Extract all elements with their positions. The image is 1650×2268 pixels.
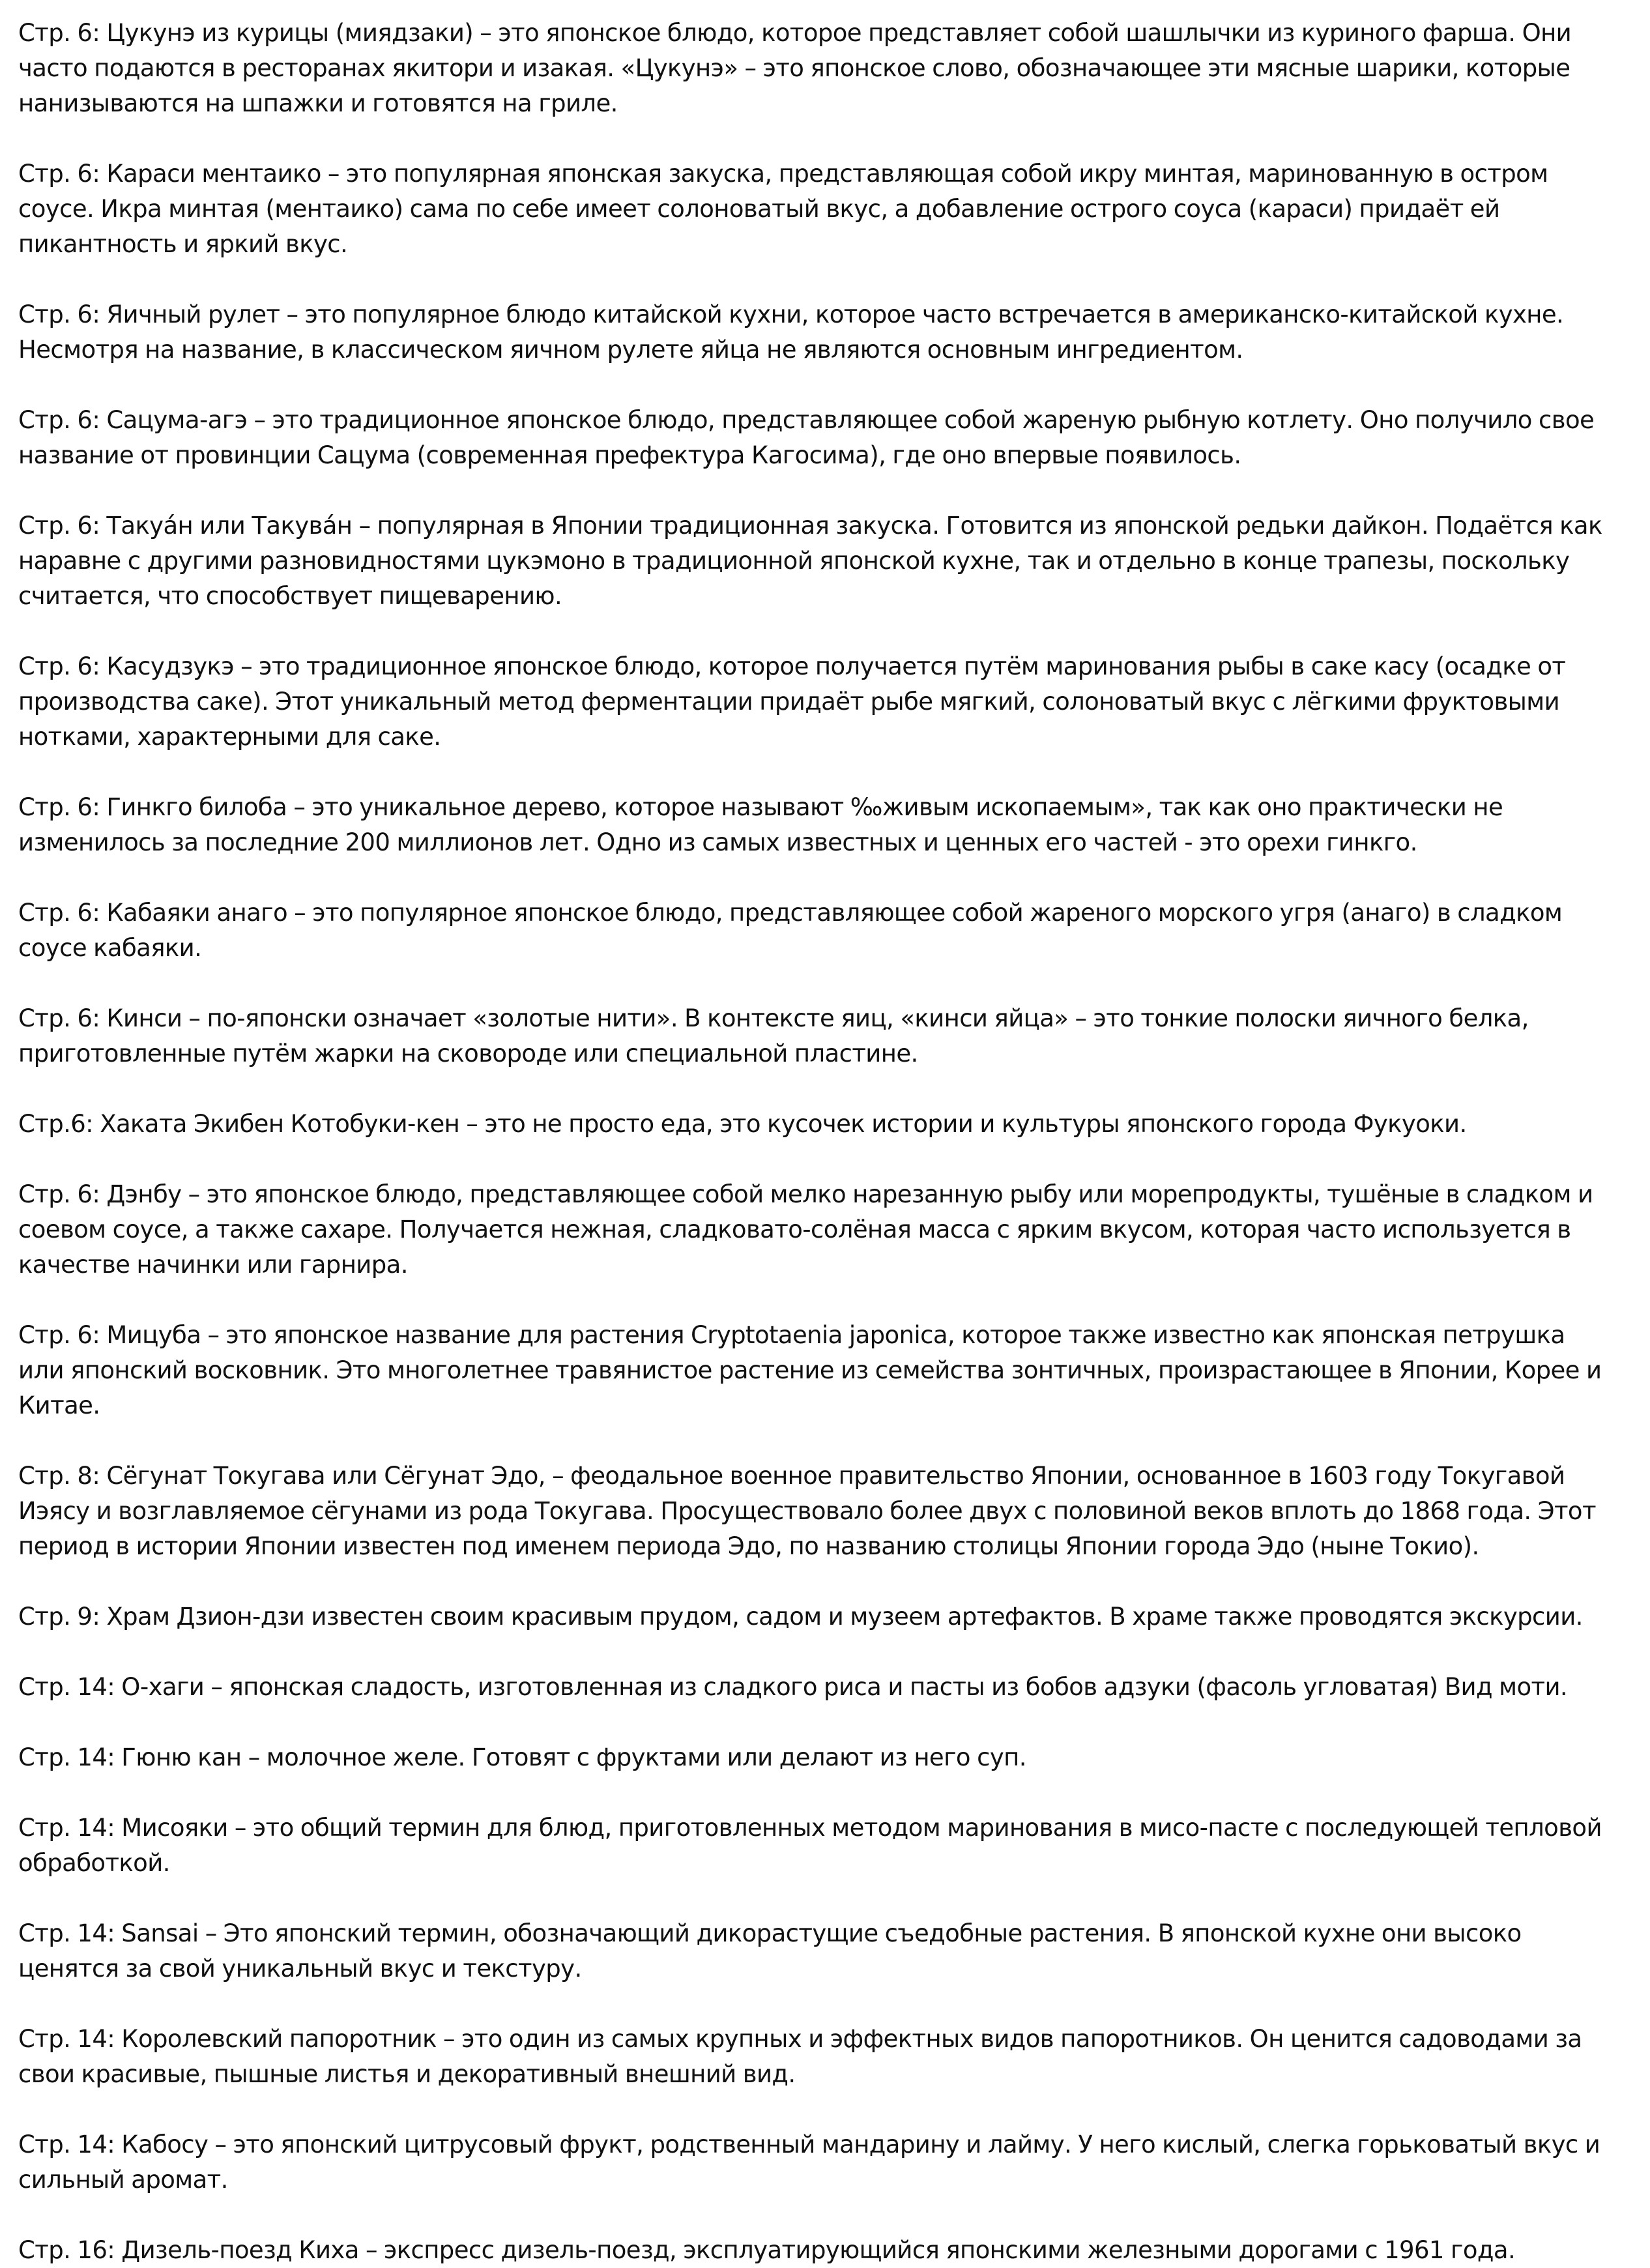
note-entry: Стр. 6: Яичный рулет – это популярное блюдо китайской кухни, которое часто встречается в американско-китайской кухне. Несмотря на название, в классическом яичном рулете яйца не являются основным ингредиентом. [18, 300, 1564, 364]
note-entry: Стр. 16: Дизель-поезд Киха – экспресс дизель-поезд, эксплуатирующийся японскими железными дорогами с 1961 года. [18, 2236, 1516, 2264]
note-entry: Стр. 8: Сёгунат Токугава или Сёгунат Эдо, – феодальное военное правительство Японии, основанное в 1603 году Токугавой Иэясу и возглавляемое сёгунами из рода Токугава. Просуществовало более двух с половиной веков вплоть до 1868 года. Этот период в истории Японии известен под именем периода Эдо, по названию столицы Японии города Эдо (ныне Токио). [18, 1462, 1596, 1560]
note-entry: Стр. 6: Кабаяки анаго – это популярное японское блюдо, представляющее собой жареного морского угря (анаго) в сладком соусе кабаяки. [18, 899, 1563, 962]
note-entry: Стр.6: Хаката Экибен Котобуки-кен – это не просто еда, это кусочек истории и культуры японского города Фукуоки. [18, 1110, 1467, 1138]
note-entry: Стр. 9: Храм Дзион-дзи известен своим красивым прудом, садом и музеем артефактов. В храме также проводятся экскурсии. [18, 1603, 1583, 1631]
notes-document [18, 16, 1608, 2268]
note-entry: Стр. 6: Дэнбу – это японское блюдо, представляющее собой мелко нарезанную рыбу или морепродукты, тушёные в сладком и соевом соусе, а также сахаре. Получается нежная, сладковато-солёная масса с ярким вкусом, которая часто используется в качестве начинки или гарнира. [18, 1180, 1593, 1279]
note-entry: Стр. 6: Цукунэ из курицы (миядзаки) – это японское блюдо, которое представляет собой шашлычки из куриного фарша. Они часто подаются в ресторанах якитори и изакая. «Цукунэ» – это японское слово, обозначающее эти мясные шарики, которые нанизываются на шпажки и готовятся на гриле. [18, 19, 1572, 117]
note-entry: Стр. 6: Кинси – по-японски означает «золотые нити». В контексте яиц, «кинси яйца» – это тонкие полоски яичного белка, приготовленные путём жарки на сковороде или специальной пластине. [18, 1004, 1529, 1068]
note-entry: Стр. 6: Такуа́н или Такува́н – популярная в Японии традиционная закуска. Готовится из японской редьки дайкон. Подаётся как наравне с другими разновидностями цукэмоно в традиционной японской кухне, так и отдельно в конце трапезы, поскольку считается, что способствует пищеварению. [18, 512, 1602, 610]
note-entry: Стр. 14: Мисояки – это общий термин для блюд, приготовленных методом маринования в мисо-пасте с последующей тепловой обработкой. [18, 1814, 1602, 1877]
note-entry: Стр. 6: Мицуба – это японское название для растения Cryptotaenia japonica, которое также известно как японская петрушка или японский восковник. Это многолетнее травянистое растение из семейства зонтичных, произрастающее в Японии, Корее и Китае. [18, 1321, 1602, 1419]
note-entry: Стр. 6: Гинкго билоба – это уникальное дерево, которое называют ‰живым ископаемым», так как оно практически не изменилось за последние 200 миллионов лет. Одно из самых известных и ценных его частей - это орехи гинкго. [18, 793, 1503, 856]
note-entry: Стр. 6: Сацума-агэ – это традиционное японское блюдо, представляющее собой жареную рыбную котлету. Оно получило свое название от провинции Сацума (современная префектура Кагосима), где оно впервые появилось. [18, 406, 1595, 469]
note-entry: Стр. 14: Королевский папоротник – это один из самых крупных и эффектных видов папоротников. Он ценится садоводами за свои красивые, пышные листья и декоративный внешний вид. [18, 2025, 1582, 2088]
note-entry: Стр. 14: О-хаги – японская сладость, изготовленная из сладкого риса и пасты из бобов адзуки (фасоль угловатая) Вид моти. [18, 1673, 1568, 1701]
note-entry: Стр. 14: Гюню кан – молочное желе. Готовят с фруктами или делают из него суп. [18, 1743, 1026, 1771]
note-entry: Стр. 14: Sansai – Это японский термин, обозначающий дикорастущие съедобные растения. В японской кухне они высоко ценятся за свой уникальный вкус и текстуру. [18, 1919, 1522, 1983]
note-entry: Стр. 14: Кабосу – это японский цитрусовый фрукт, родственный мандарину и лайму. У него кислый, слегка горьковатый вкус и сильный аромат. [18, 2130, 1600, 2194]
note-entry: Стр. 6: Караси ментаико – это популярная японская закуска, представляющая собой икру минтая, маринованную в остром соусе. Икра минтая (ментаико) сама по себе имеет солоноватый вкус, а добавление острого соуса (караси) придаёт ей пикантность и яркий вкус. [18, 160, 1548, 258]
note-entry: Стр. 6: Касудзукэ – это традиционное японское блюдо, которое получается путём маринования рыбы в саке касу (осадке от производства саке). Этот уникальный метод ферментации придаёт рыбе мягкий, солоноватый вкус с лёгкими фруктовыми нотками, характерными для саке. [18, 652, 1566, 751]
